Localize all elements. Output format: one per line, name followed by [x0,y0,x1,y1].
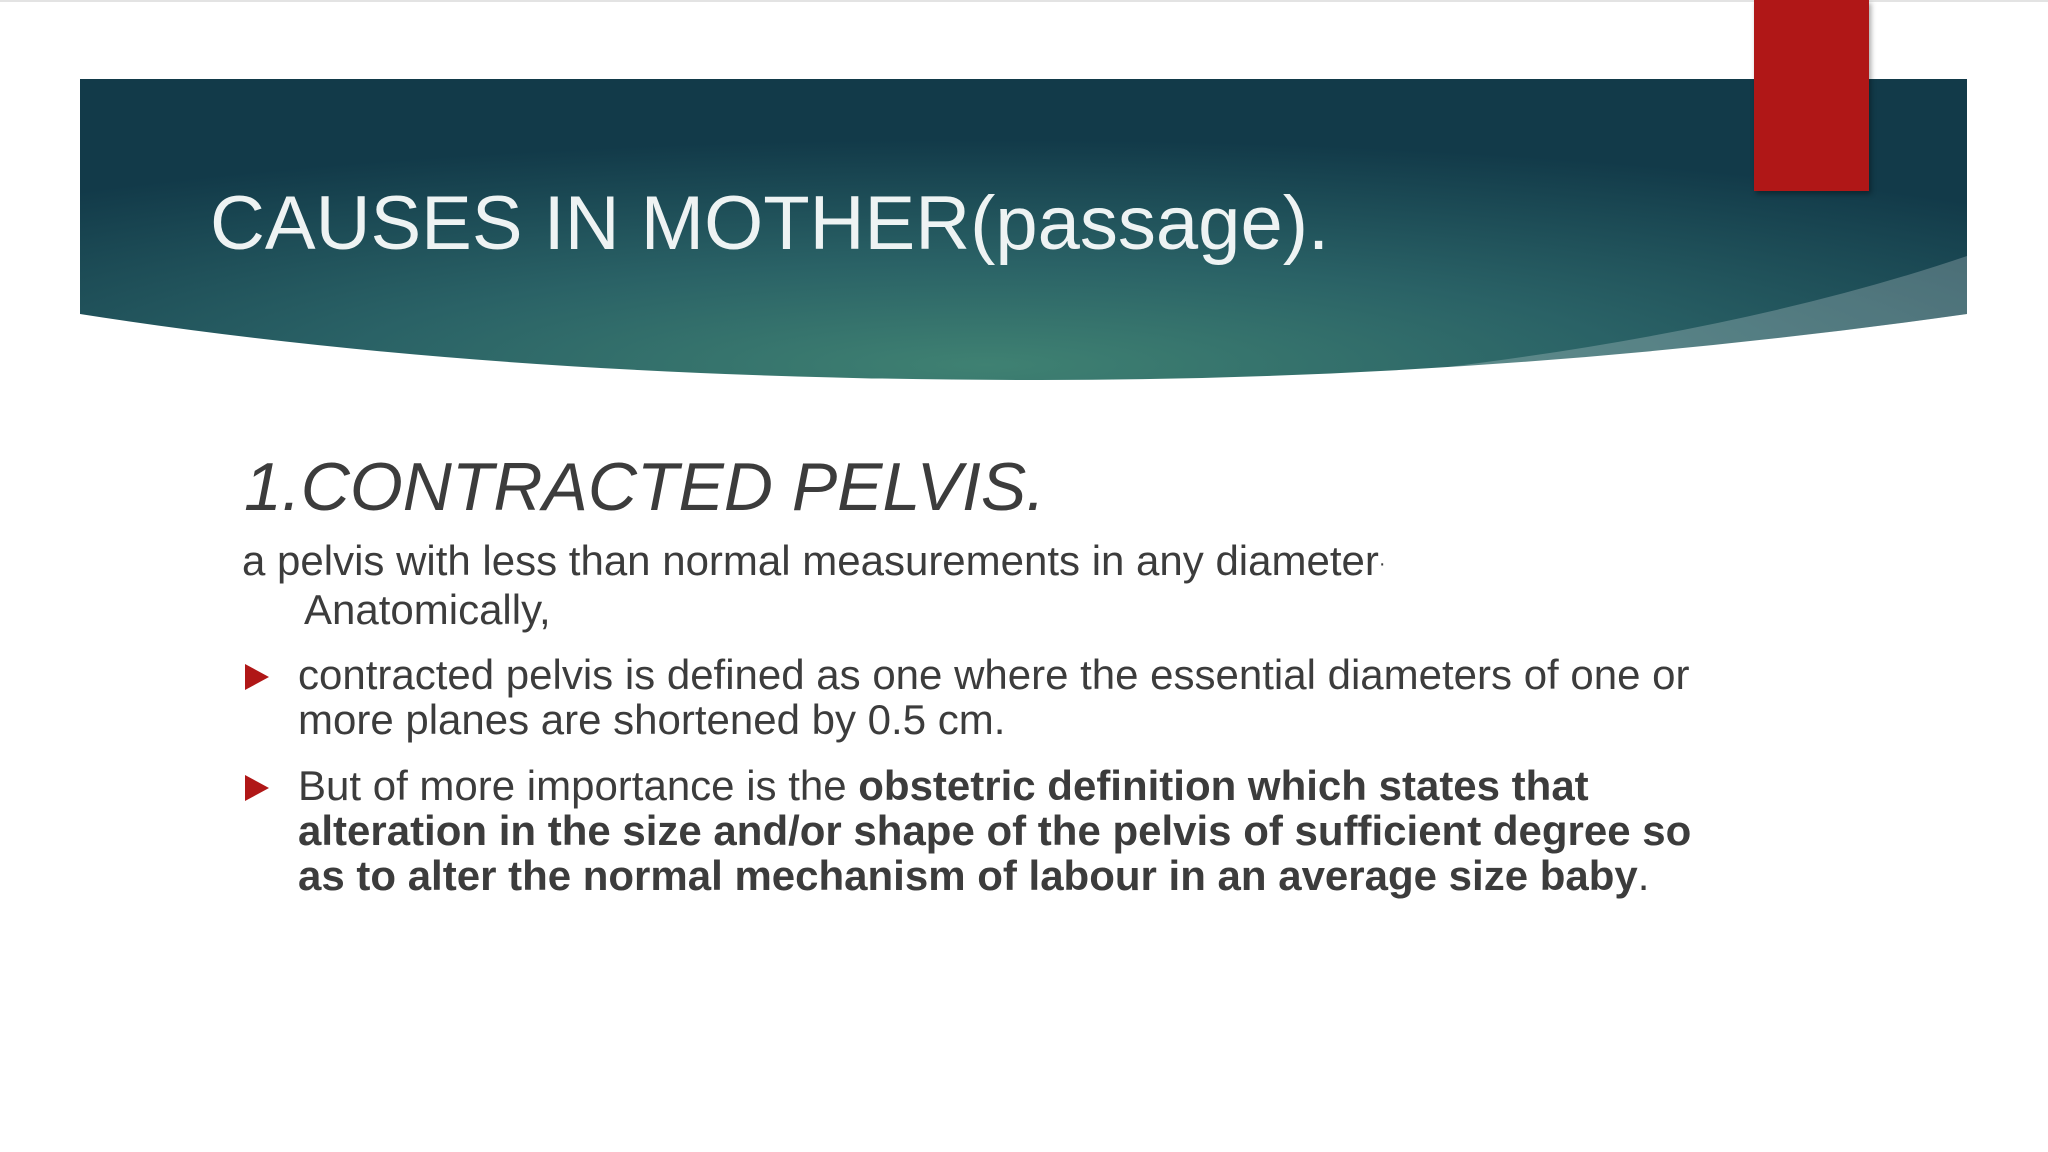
triangle-right-icon [245,775,269,801]
slide-title: CAUSES IN MOTHER(passage). [210,181,1330,266]
intro-line-1: a pelvis with less than normal measurements in any diameter [242,537,1379,584]
bullet-item [242,652,1712,742]
bullet-text-pre: But of more importance is the [298,762,859,809]
bullet-list [242,652,1712,919]
bullet-text-bold: obstetric definition which states that alteration in the size and/or shape of the pelvis of sufficient degree so as to alter the normal mechanism of labour in an average size baby [298,762,1692,899]
bullet-item [242,763,1712,898]
intro-dot: · [1378,552,1386,575]
bullet-text: contracted pelvis is defined as one where the essential diameters of one or more planes are shortened by 0.5 cm. [298,651,1690,743]
triangle-right-icon [245,664,269,690]
bullet-text-post: . [1637,852,1650,899]
intro-line-2: Anatomically, [304,585,551,633]
red-accent-tab [1754,0,1869,191]
intro-paragraph [242,538,1742,633]
section-heading: 1.CONTRACTED PELVIS. [244,449,1046,525]
